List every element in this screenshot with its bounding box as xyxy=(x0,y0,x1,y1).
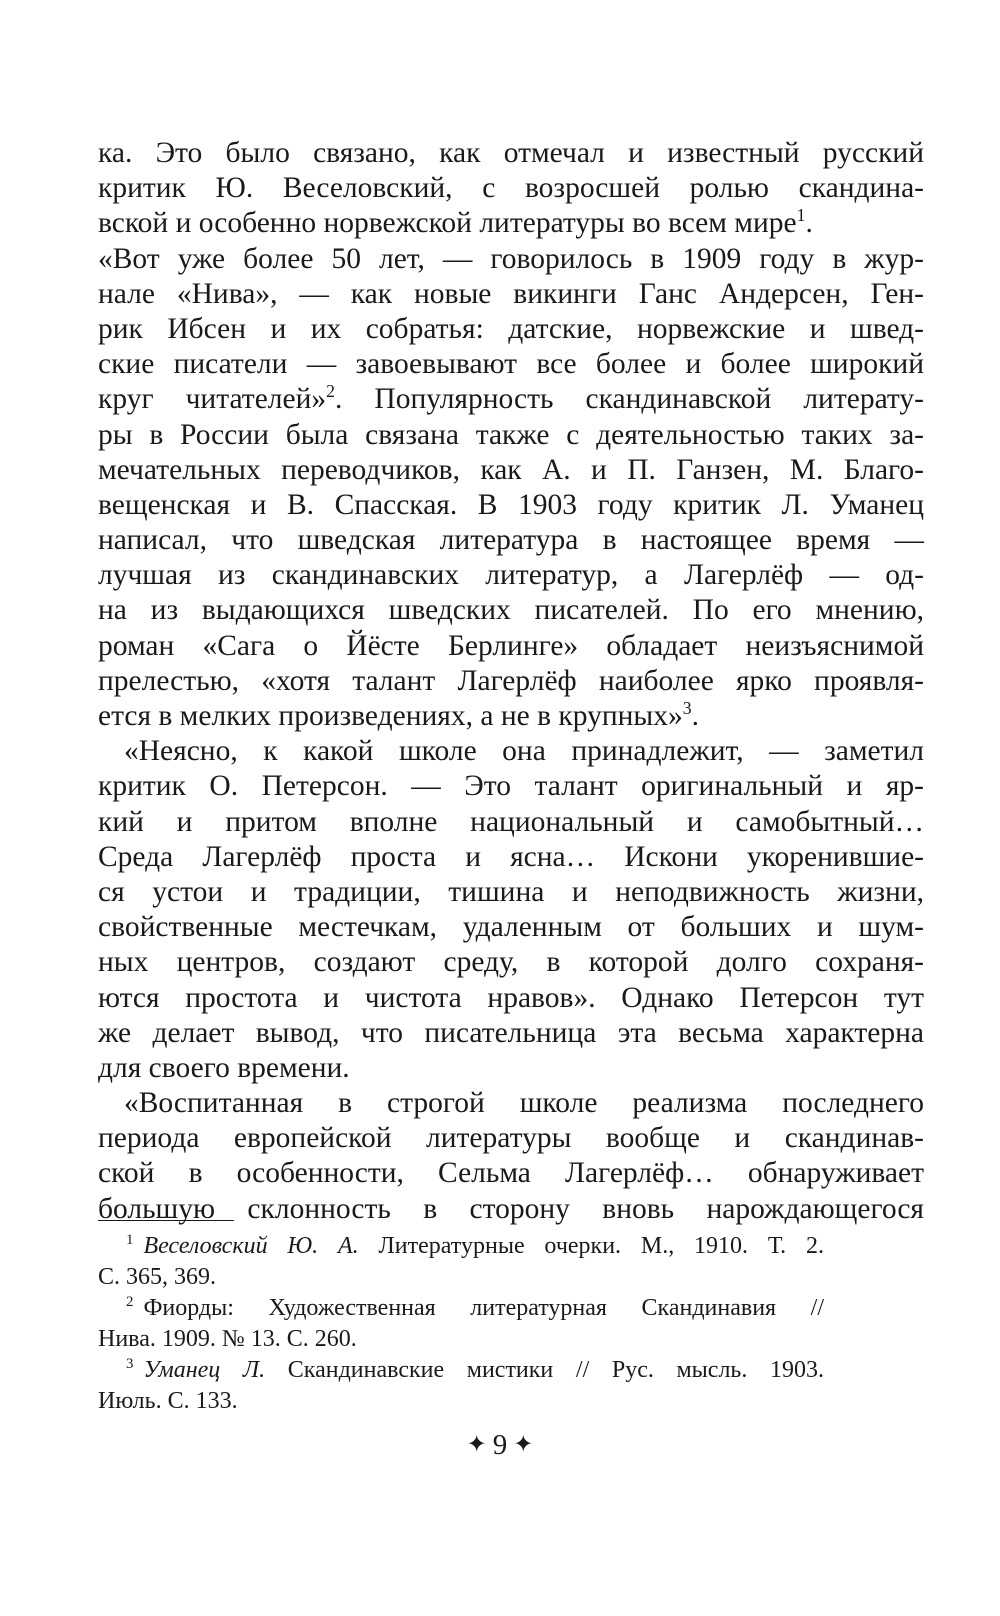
text-line: на из выдающихся шведских писателей. По его мнению, xyxy=(98,594,924,627)
text-line: «Вот уже более 50 лет, — говорилось в 1909 году в жур- xyxy=(98,242,924,275)
footnote-3 xyxy=(98,1355,824,1417)
paragraph-2 xyxy=(98,734,924,1086)
text-line: ся устои и традиции, тишина и неподвижность жизни, xyxy=(98,875,924,908)
footnote-line: Нива. 1909. № 13. С. 260. xyxy=(98,1326,357,1352)
text-line: круг читателей»$^2$. Популярность скандинавской литерату- xyxy=(98,381,924,416)
footnote-line: $^3$ Уманец Л. Скандинавские мистики // Рус. мысль. 1903. xyxy=(126,1356,824,1383)
text-line: же делает вывод, что писательница эта весьма характерна xyxy=(98,1016,924,1049)
footnote-number: 1 xyxy=(126,1232,134,1248)
main-text xyxy=(98,136,924,1227)
footnote-number: 2 xyxy=(126,1294,134,1310)
text-line: кий и притом вполне национальный и самобытный… xyxy=(98,805,924,838)
text-line: вещенская и В. Спасская. В 1903 году критик Л. Уманец xyxy=(98,488,924,521)
text-line: прелестью, «хотя талант Лагерлёф наиболее ярко проявля- xyxy=(98,664,924,697)
text-line: Среда Лагерлёф проста и ясна… Искони укоренившие- xyxy=(98,840,924,873)
footnote-2 xyxy=(98,1293,824,1355)
text-line: «Воспитанная в строгой школе реализма последнего xyxy=(124,1087,924,1120)
footnote-author: Уманец Л. xyxy=(143,1357,266,1383)
text-line: вской и особенно норвежской литературы во всем мире$^1$. xyxy=(98,205,813,240)
footnote-line: $^1$ Веселовский Ю. А. Литературные очерки. М., 1910. Т. 2. xyxy=(126,1232,824,1259)
text-line: свойственные местечкам, удаленным от больших и шум- xyxy=(98,911,924,944)
footnote-ref[interactable]: 3 xyxy=(682,698,692,719)
footnote-line: $^2$ Фиорды: Художественная литературная Скандинавия // xyxy=(126,1294,824,1321)
page-number: 9 xyxy=(492,1429,508,1461)
text-line: критик Ю. Веселовский, с возросшей ролью скандина- xyxy=(98,172,924,205)
text-line: критик О. Петерсон. — Это талант оригинальный и яр- xyxy=(98,770,924,803)
text-line: мечательных переводчиков, как А. и П. Ганзен, М. Благо- xyxy=(98,453,924,486)
text-line: ской в особенности, Сельма Лагерлёф… обнаруживает xyxy=(98,1157,924,1190)
text-line: роман «Сага о Йёсте Берлинге» обладает неизъяснимой xyxy=(98,629,924,662)
page-number-folio xyxy=(0,1427,1000,1463)
footnotes xyxy=(98,1231,824,1417)
text-line: ются простота и чистота нравов». Однако Петерсон тут xyxy=(98,981,924,1014)
text-line: ка. Это было связано, как отмечал и известный русский xyxy=(98,137,924,169)
text-line: рик Ибсен и их собратья: датские, норвежские и швед- xyxy=(98,312,924,345)
four-pointed-star-icon: ✦ xyxy=(466,1432,487,1458)
text-line: ных центров, создают среду, в которой долго сохраня- xyxy=(98,946,924,979)
footnote-1 xyxy=(98,1231,824,1293)
text-line: «Неясно, к какой школе она принадлежит, — заметил xyxy=(124,735,924,768)
footnote-ref[interactable]: 2 xyxy=(326,381,335,402)
footnote-ref[interactable]: 1 xyxy=(796,205,806,226)
text-line: ется в мелких произведениях, а не в крупных»$^3$. xyxy=(98,698,699,732)
text-line: периода европейской литературы вообще и скандинав- xyxy=(98,1122,924,1155)
text-line: для своего времени. xyxy=(98,1051,350,1084)
text-line: нале «Нива», — как новые викинги Ганс Андерсен, Ген- xyxy=(98,277,924,310)
text-line: ры в России была связана также с деятельностью таких за- xyxy=(98,418,924,451)
footnote-line: С. 365, 369. xyxy=(98,1264,217,1290)
text-line: большую склонность в сторону вновь нарождающегося xyxy=(98,1192,924,1225)
footnote-author: Веселовский Ю. А. xyxy=(143,1233,359,1259)
footnote-number: 3 xyxy=(126,1356,134,1372)
paragraph-1 xyxy=(98,136,924,734)
footnote-separator xyxy=(98,1220,234,1221)
text-line: написал, что шведская литература в настоящее время — xyxy=(98,524,924,557)
text-line: лучшая из скандинавских литератур, а Лагерлёф — од- xyxy=(98,559,924,592)
footnote-line: Июль. С. 133. xyxy=(98,1388,238,1414)
four-pointed-star-icon: ✦ xyxy=(513,1432,534,1458)
paragraph-3 xyxy=(98,1086,924,1227)
text-line: ские писатели — завоевывают все более и более широкий xyxy=(98,348,924,381)
